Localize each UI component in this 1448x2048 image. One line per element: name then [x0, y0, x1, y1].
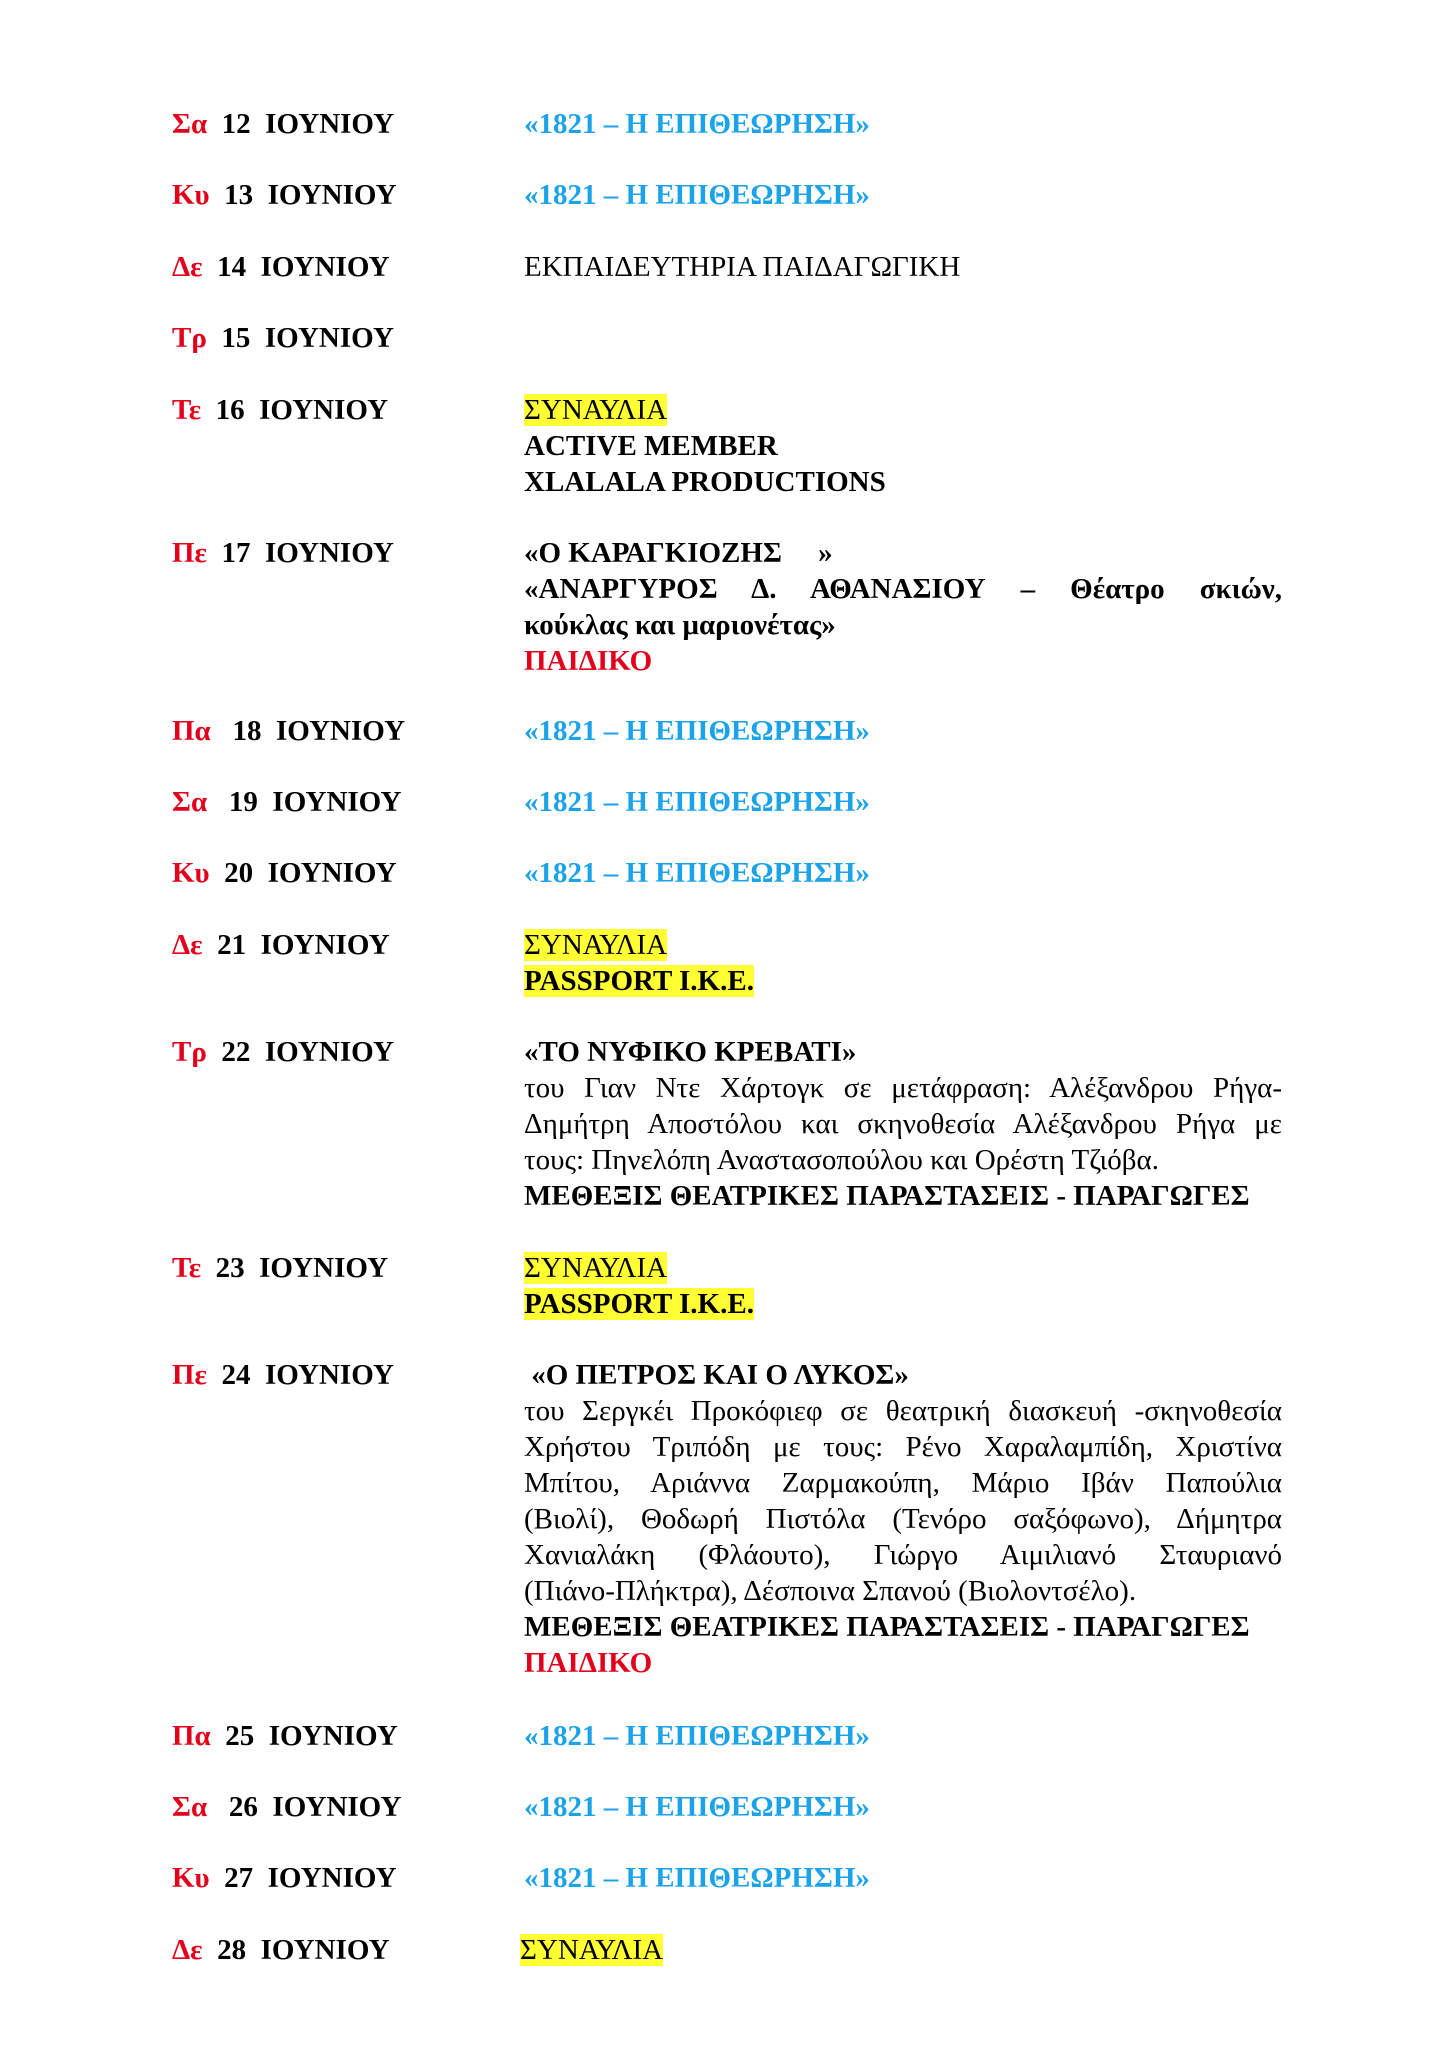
date-label: 17 ΙΟΥΝΙΟΥ [221, 537, 394, 569]
day-abbr: Τρ [172, 1036, 207, 1068]
entry-date [172, 1718, 398, 1754]
entry-date [172, 1932, 390, 1968]
entry-details [524, 1357, 1282, 1681]
event-type [524, 1250, 1282, 1286]
date-label: 23 ΙΟΥΝΙΟΥ [215, 1252, 389, 1284]
day-abbr: Τρ [172, 322, 207, 354]
entry-date [172, 1250, 388, 1286]
event-title: «1821 – Η ΕΠΙΘΕΩΡΗΣΗ» [524, 1862, 870, 1894]
day-abbr: Σα [172, 108, 208, 140]
event-type [520, 1932, 1278, 1968]
children-label: ΠΑΙΔΙΚΟ [524, 645, 653, 677]
highlighted-organizer: PASSPORT I.K.E. [524, 965, 754, 997]
day-abbr: Σα [172, 1791, 208, 1823]
day-abbr: Δε [172, 1934, 203, 1966]
producer: ΜΕΘΕΞΙΣ ΘΕΑΤΡΙΚΕΣ ΠΑΡΑΣΤΑΣΕΙΣ - ΠΑΡΑΓΩΓΕΣ [524, 1611, 1250, 1643]
highlighted-concert: ΣΥΝΑΥΛΙΑ [524, 1252, 668, 1284]
entry-date [172, 106, 394, 142]
day-abbr: Κυ [172, 179, 210, 211]
highlighted-organizer: PASSPORT I.K.E. [524, 1288, 754, 1320]
entry-details [524, 784, 1282, 820]
entry-details [524, 177, 1282, 213]
event-organizer: κούκλας και μαριονέτας» [524, 609, 836, 641]
entry-details [524, 855, 1282, 891]
entry-date [172, 1860, 397, 1896]
date-label: 12 ΙΟΥΝΙΟΥ [221, 108, 395, 140]
date-label: 27 ΙΟΥΝΙΟΥ [224, 1862, 397, 1894]
event-title: «1821 – Η ΕΠΙΘΕΩΡΗΣΗ» [524, 715, 870, 747]
date-label: 15 ΙΟΥΝΙΟΥ [221, 322, 394, 354]
day-abbr: Πε [172, 537, 207, 569]
entry-details [524, 106, 1282, 142]
event-title: «1821 – Η ΕΠΙΘΕΩΡΗΣΗ» [524, 857, 870, 889]
event-description: Δημήτρη Αποστόλου και σκηνοθεσία Αλέξανδρου Ρήγα με [524, 1108, 1282, 1140]
date-label: 22 ΙΟΥΝΙΟΥ [221, 1036, 394, 1068]
date-label: 16 ΙΟΥΝΙΟΥ [215, 394, 389, 426]
entry-date [172, 1789, 401, 1825]
entry-details [524, 927, 1282, 999]
event-description: τους: Πηνελόπη Αναστασοπούλου και Ορέστη Τζιόβα. [524, 1144, 1159, 1176]
entry-date [172, 927, 390, 963]
entry-details [524, 713, 1282, 749]
date-label: 14 ΙΟΥΝΙΟΥ [217, 251, 390, 283]
date-label: 20 ΙΟΥΝΙΟΥ [224, 857, 397, 889]
event-title: «Ο ΠΕΤΡΟΣ ΚΑΙ Ο ΛΥΚΟΣ» [524, 1359, 909, 1391]
day-abbr: Δε [172, 251, 203, 283]
date-label: 18 ΙΟΥΝΙΟΥ [225, 715, 406, 747]
entry-details [524, 392, 1282, 500]
entry-details [524, 1718, 1282, 1754]
date-label: 13 ΙΟΥΝΙΟΥ [224, 179, 397, 211]
entry-date [172, 1357, 394, 1393]
event-title: ΕΚΠΑΙΔΕΥΤΗΡΙΑ ΠΑΙΔΑΓΩΓΙΚΗ [524, 251, 961, 283]
entry-details [524, 535, 1282, 679]
event-title: «Ο ΚΑΡΑΓΚΙΟΖΗΣ » [524, 537, 833, 569]
day-abbr: Πα [172, 715, 211, 747]
day-abbr: Κυ [172, 1862, 210, 1894]
entry-date [172, 713, 405, 749]
event-title: «1821 – Η ΕΠΙΘΕΩΡΗΣΗ» [524, 786, 870, 818]
event-description: Χρήστου Τριπόδη με τους: Ρένο Χαραλαμπίδη, Χριστίνα [524, 1431, 1282, 1463]
event-title: «1821 – Η ΕΠΙΘΕΩΡΗΣΗ» [524, 108, 870, 140]
entry-date [172, 249, 390, 285]
organizer: ACTIVE MEMBER [524, 430, 778, 462]
day-abbr: Σα [172, 786, 208, 818]
event-organizer: «ΑΝΑΡΓΥΡΟΣ Δ. ΑΘΑΝΑΣΙΟΥ – Θέατρο σκιών, [524, 573, 1282, 605]
event-type [524, 392, 1282, 428]
entry-details [524, 1860, 1282, 1896]
date-label: 28 ΙΟΥΝΙΟΥ [217, 1934, 390, 1966]
event-description: του Σεργκέι Προκόφιεφ σε θεατρική διασκευή -σκηνοθεσία [524, 1395, 1282, 1427]
entry-date [172, 392, 388, 428]
children-label: ΠΑΙΔΙΚΟ [524, 1647, 653, 1679]
entry-date [172, 855, 397, 891]
organizer [524, 1286, 1282, 1322]
event-description: Μπίτου, Αριάννα Ζαρμακούπη, Μάριο Ιβάν Παπούλια [524, 1467, 1282, 1499]
day-abbr: Πε [172, 1359, 207, 1391]
day-abbr: Δε [172, 929, 203, 961]
event-title: «1821 – Η ΕΠΙΘΕΩΡΗΣΗ» [524, 1720, 870, 1752]
entry-date [172, 1034, 394, 1070]
day-abbr: Τε [172, 394, 202, 426]
highlighted-concert: ΣΥΝΑΥΛΙΑ [524, 394, 668, 426]
organizer: XLALALA PRODUCTIONS [524, 466, 886, 498]
producer: ΜΕΘΕΞΙΣ ΘΕΑΤΡΙΚΕΣ ΠΑΡΑΣΤΑΣΕΙΣ - ΠΑΡΑΓΩΓΕΣ [524, 1180, 1250, 1212]
event-title: «1821 – Η ΕΠΙΘΕΩΡΗΣΗ» [524, 1791, 870, 1823]
event-type [524, 927, 1282, 963]
event-title: «1821 – Η ΕΠΙΘΕΩΡΗΣΗ» [524, 179, 870, 211]
event-description: Χανιαλάκη (Φλάουτο), Γιώργο Αιμιλιανό Σταυριανό [524, 1539, 1282, 1571]
entry-date [172, 320, 394, 356]
entry-details [520, 1932, 1278, 1968]
entry-date [172, 784, 401, 820]
entry-date [172, 177, 397, 213]
entry-details [524, 1250, 1282, 1322]
event-description: (Βιολί), Θοδωρή Πιστόλα (Τενόρο σαξόφωνο), Δήμητρα [524, 1503, 1282, 1535]
day-abbr: Πα [172, 1720, 211, 1752]
event-description: (Πιάνο-Πλήκτρα), Δέσποινα Σπανού (Βιολοντσέλο). [524, 1575, 1137, 1607]
entry-details [524, 249, 1282, 285]
date-label: 25 ΙΟΥΝΙΟΥ [225, 1720, 398, 1752]
date-label: 21 ΙΟΥΝΙΟΥ [217, 929, 390, 961]
entry-date [172, 535, 394, 571]
event-description: του Γιαν Ντε Χάρτογκ σε μετάφραση: Αλέξανδρου Ρήγα- [524, 1072, 1282, 1104]
date-label: 26 ΙΟΥΝΙΟΥ [221, 1791, 402, 1823]
entry-details [524, 1789, 1282, 1825]
date-label: 19 ΙΟΥΝΙΟΥ [221, 786, 402, 818]
date-label: 24 ΙΟΥΝΙΟΥ [221, 1359, 394, 1391]
event-title: «ΤΟ ΝΥΦΙΚΟ ΚΡΕΒΑΤΙ» [524, 1036, 857, 1068]
highlighted-concert: ΣΥΝΑΥΛΙΑ [520, 1934, 664, 1966]
entry-details [524, 1034, 1282, 1214]
day-abbr: Κυ [172, 857, 210, 889]
highlighted-concert: ΣΥΝΑΥΛΙΑ [524, 929, 668, 961]
organizer [524, 963, 1282, 999]
day-abbr: Τε [172, 1252, 202, 1284]
